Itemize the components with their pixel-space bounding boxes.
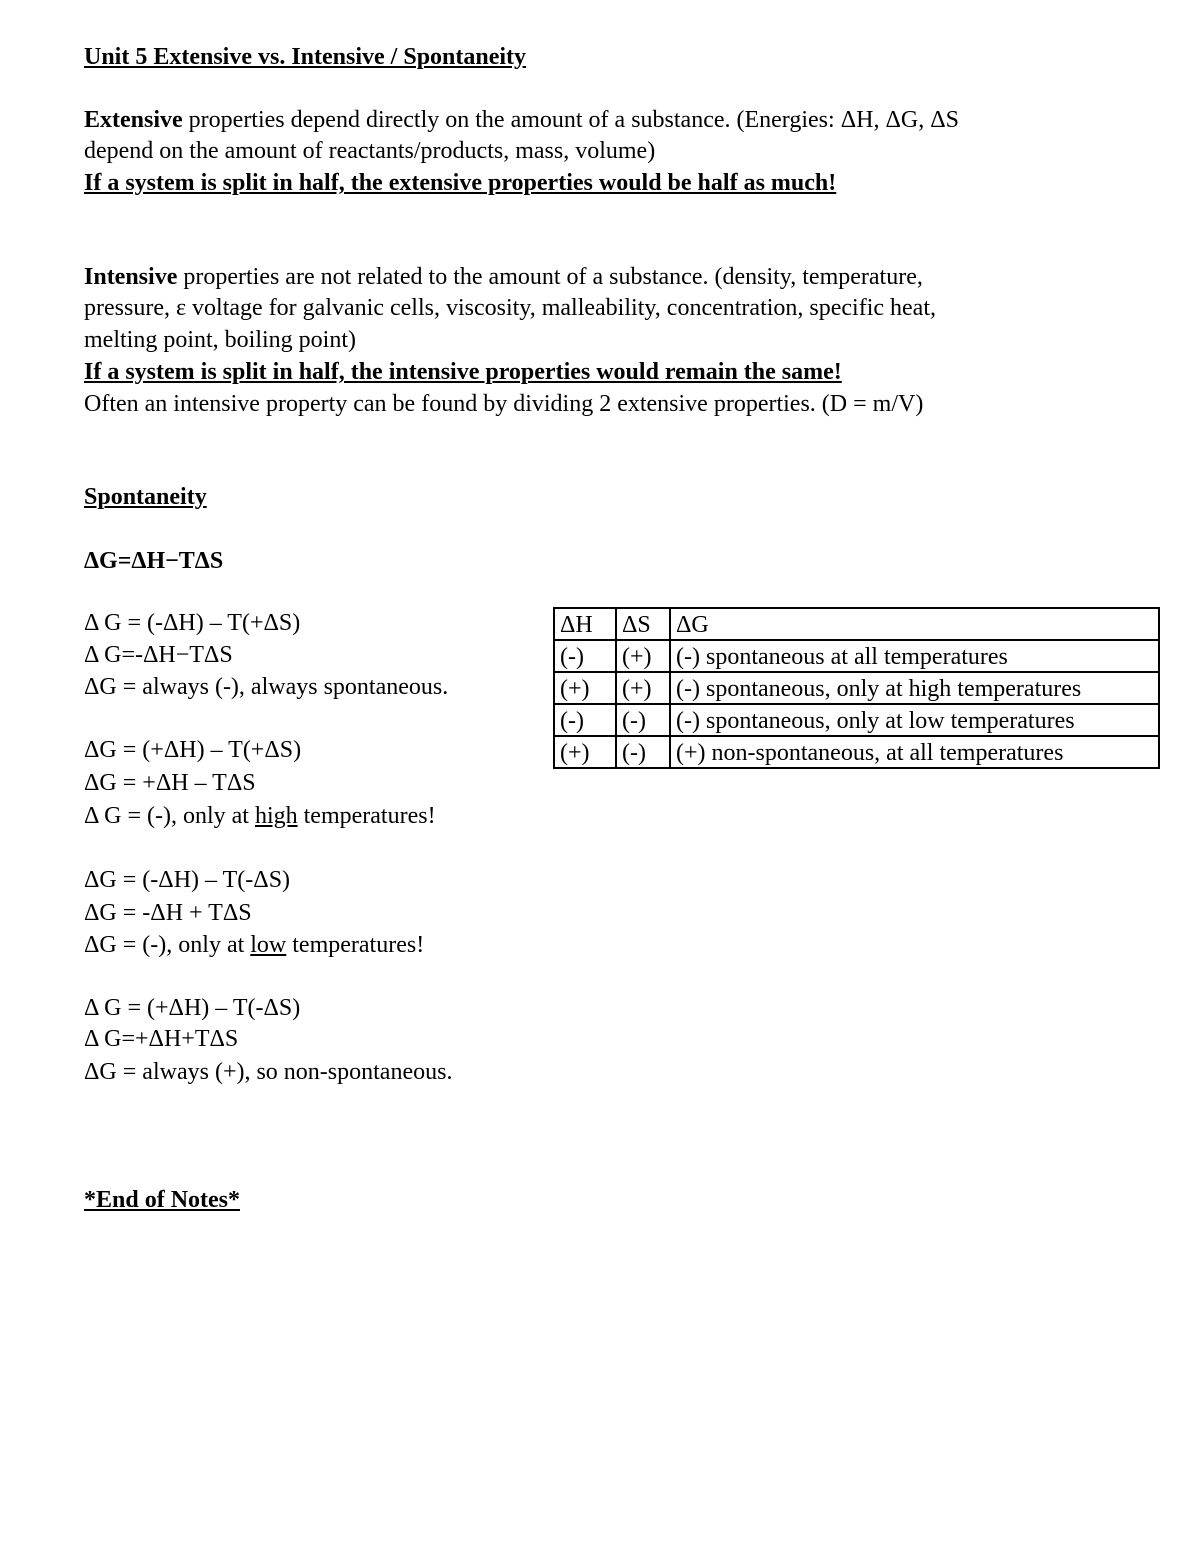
cell-delta-s: (-) — [616, 736, 670, 768]
gibbs-equation: ΔG=ΔH−TΔS — [84, 548, 224, 574]
intensive-definition-text: properties are not related to the amount of a substance. (density, temperature, — [177, 264, 923, 290]
intensive-rule: If a system is split in half, the intensive properties would remain the same! — [84, 359, 842, 385]
case1-line-1: Δ G = (-ΔH) – T(+ΔS) — [84, 610, 301, 636]
cell-delta-h: (+) — [554, 736, 616, 768]
cell-delta-h: (-) — [554, 704, 616, 736]
header-delta-h: ΔH — [554, 608, 616, 640]
cell-delta-s: (+) — [616, 640, 670, 672]
case1-line-2: Δ G=-ΔH−TΔS — [84, 642, 233, 668]
cell-delta-g: (-) spontaneous at all temperatures — [670, 640, 1159, 672]
document-title: Unit 5 Extensive vs. Intensive / Spontaneity — [84, 44, 527, 70]
intensive-definition-line-2: pressure, ε voltage for galvanic cells, viscosity, malleability, concentration, specific heat, — [84, 295, 936, 321]
case2-line-3 — [84, 800, 436, 832]
cell-delta-g: (+) non-spontaneous, at all temperatures — [670, 736, 1159, 768]
table-row — [554, 704, 1159, 736]
table-row — [554, 672, 1159, 704]
table-row — [554, 640, 1159, 672]
case3-result-text: ΔG = (-), only at — [84, 932, 251, 958]
case2-result-end: temperatures! — [297, 803, 436, 829]
table-header-row — [554, 608, 1159, 640]
case2-result-text: Δ G = (-), only at — [84, 803, 255, 829]
intensive-definition-line-1 — [84, 261, 923, 293]
header-delta-s: ΔS — [616, 608, 670, 640]
case2-line-2: ΔG = +ΔH – TΔS — [84, 770, 256, 796]
spontaneity-heading: Spontaneity — [84, 484, 207, 510]
case2-line-1: ΔG = (+ΔH) – T(+ΔS) — [84, 737, 302, 763]
extensive-rule: If a system is split in half, the extensive properties would be half as much! — [84, 170, 837, 196]
header-delta-g: ΔG — [670, 608, 1159, 640]
case3-line-3 — [84, 929, 424, 961]
intensive-note: Often an intensive property can be found by dividing 2 extensive properties. (D = m/V) — [84, 391, 924, 417]
extensive-definition-line-2: depend on the amount of reactants/products, mass, volume) — [84, 138, 656, 164]
case4-line-2: Δ G=+ΔH+TΔS — [84, 1026, 239, 1052]
case3-line-1: ΔG = (-ΔH) – T(-ΔS) — [84, 867, 291, 893]
cell-delta-g: (-) spontaneous, only at low temperatures — [670, 704, 1159, 736]
case4-line-3: ΔG = always (+), so non-spontaneous. — [84, 1059, 453, 1085]
case1-line-3: ΔG = always (-), always spontaneous. — [84, 674, 449, 700]
intensive-definition-line-3: melting point, boiling point) — [84, 327, 356, 353]
cell-delta-s: (-) — [616, 704, 670, 736]
cell-delta-g: (-) spontaneous, only at high temperatures — [670, 672, 1159, 704]
extensive-definition-text: properties depend directly on the amount of a substance. (Energies: ΔH, ΔG, ΔS — [182, 107, 960, 133]
case3-emphasis: low — [250, 932, 287, 958]
cell-delta-h: (+) — [554, 672, 616, 704]
intensive-term: Intensive — [84, 264, 178, 290]
case3-line-2: ΔG = -ΔH + TΔS — [84, 900, 252, 926]
extensive-definition-line-1 — [84, 104, 959, 136]
spontaneity-table — [553, 607, 1160, 769]
table-row — [554, 736, 1159, 768]
cell-delta-s: (+) — [616, 672, 670, 704]
case2-emphasis: high — [254, 803, 298, 829]
extensive-term: Extensive — [84, 107, 183, 133]
cell-delta-h: (-) — [554, 640, 616, 672]
case4-line-1: Δ G = (+ΔH) – T(-ΔS) — [84, 995, 301, 1021]
end-of-notes: *End of Notes* — [84, 1187, 241, 1213]
case3-result-end: temperatures! — [286, 932, 425, 958]
